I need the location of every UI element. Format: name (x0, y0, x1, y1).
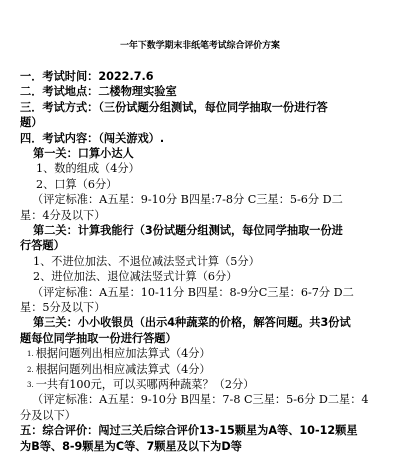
document-title: 一年下数学期末非纸笔考试综合评价方案 (120, 41, 280, 51)
list-marker-1: 1. (27, 350, 34, 359)
exam-method: 三．考试方式：（三份试题分组测试，每位同学抽取一份进行答 (20, 100, 328, 114)
level-2-criteria: （评定标准：A五星：10-11分 B四星：8-9分C三星：6-7分 D二 (32, 285, 354, 299)
level-3-heading: 第三关：小小收银员（出示4种蔬菜的价格，解答问题。共3份试 (33, 316, 351, 330)
level-3-criteria: （评定标准：A五星：9-10分 B四星：7-8 C三星：5-6分 D二星：4 (32, 393, 369, 407)
level-2-item-2: 2、进位加法、退位减法竖式计算（6分） (33, 270, 238, 284)
exam-time: 一．考试时间：2022.7.6 (20, 70, 154, 83)
level-1-heading: 第一关：口算小达人 (33, 147, 134, 160)
level-3-item-1-text: 根据问题列出相应加法算式（4分） (35, 347, 211, 361)
level-2-heading: 第二关：计算我能行（3份试题分组测试，每位同学抽取一份进 (33, 224, 343, 237)
overall-evaluation-cont: 为B等、8-9颗星为C等、7颗星及以下为D等 (20, 439, 242, 453)
level-3-heading-cont: 题每位同学抽取一份进行答题） (20, 331, 177, 345)
level-3-criteria-cont: 分及以下） (20, 408, 76, 422)
level-1-item-1: 1、数的组成（4分） (36, 162, 140, 176)
level-3-item-2 (27, 363, 211, 377)
level-2-item-1: 1、不进位加法、不退位减法竖式计算（5分） (33, 254, 260, 268)
exam-content: 四．考试内容：（闯关游戏）. (20, 131, 165, 145)
level-3-item-2-text: 根据问题列出相应减法算式（4分） (35, 362, 211, 376)
overall-evaluation: 五：综合评价：闯过三关后综合评价13-15颗星为A等、10-12颗星 (20, 424, 358, 438)
list-marker-2: 2. (27, 365, 34, 374)
level-1-criteria-cont: 星：4分及以下） (20, 208, 106, 222)
level-1-item-2: 2、口算（6分） (36, 177, 118, 191)
level-3-item-3 (27, 378, 254, 392)
exam-location: 二．考试地点：二楼物理实验室 (20, 85, 177, 99)
level-1-criteria: （评定标准：A五星：9-10分 B四星:7-8分 C三星：5-6分 D二 (32, 193, 343, 207)
exam-method-cont: 题） (20, 116, 43, 130)
level-3-item-1 (27, 347, 211, 361)
list-marker-3: 3. (27, 381, 34, 389)
level-2-heading-cont: 行答题） (20, 239, 65, 253)
level-3-item-3-text: 一共有100元，可以买哪两种蔬菜？（2分） (35, 378, 255, 391)
level-2-criteria-cont: 星：5分及以下） (20, 301, 106, 314)
